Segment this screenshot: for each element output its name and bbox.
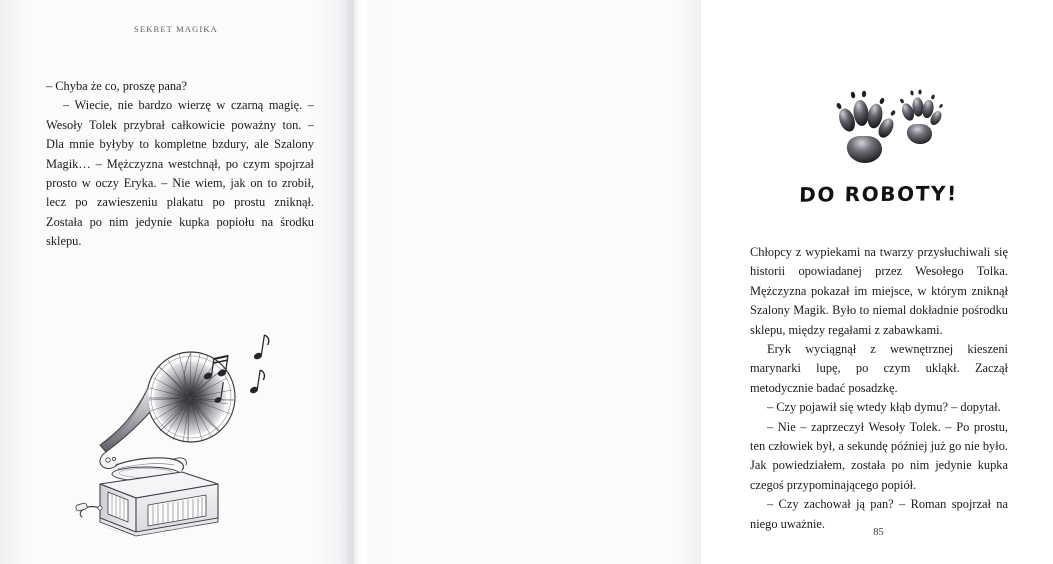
paragraph: – Czy zachował ją pan? – Roman spojrzał na niego uważnie. bbox=[750, 497, 1008, 531]
paragraph: – Wiecie, nie bardzo wierzę w czarną magię. – Wesoły Tolek przybrał całkowicie poważny ton. – Dla mnie byłyby to kompletne bzdury, ale Szalony Magik… – Mężczyzna westchnął, po czym spojrzał prosto w oczy Eryka. – Nie wiem, jak on to zrobił, lecz po zawieszeniu plakatu po prostu zniknął. Została po nim jedynie kupka popiołu na środku sklepu. bbox=[46, 98, 314, 249]
paragraph: – Chyba że co, proszę pana? bbox=[46, 79, 188, 93]
page-number: 85 bbox=[873, 527, 884, 538]
music-notes-icon bbox=[203, 335, 269, 404]
left-page bbox=[0, 0, 352, 564]
right-page bbox=[352, 0, 1008, 564]
running-head: SEKRET MAGIKA bbox=[134, 24, 218, 34]
paw-print-large bbox=[836, 91, 897, 163]
paragraph: – Czy pojawił się wtedy kłąb dymu? – dopytał. bbox=[767, 400, 1001, 415]
left-page-body bbox=[46, 77, 314, 252]
paw-print-small bbox=[899, 89, 943, 144]
paragraph: Chłopcy z wypiekami na twarzy przysłuchiwali się historii opowiadanej przez Wesołego Tolka. Mężczyzna pokazał im miejsce, w którym zniknął Szalony Magik. Było to niemal dokładnie pośrodku sklepu, między regałami z zabawkami. bbox=[750, 245, 1008, 337]
paragraph: – Nie – zaprzeczył Wesoły Tolek. – Po prostu, ten człowiek był, a sekundę później już go nie było. Jak powiedziałem, została po nim jedynie kupka czegoś przypominającego popiół. bbox=[750, 419, 1008, 492]
paragraph: Eryk wyciągnął z wewnętrznej kieszeni marynarki lupę, po czym ukląkł. Zaczął metodycznie badać posadzkę. bbox=[750, 342, 1008, 395]
gramophone-sketch-illustration bbox=[78, 328, 288, 513]
paw-prints-sketch-illustration bbox=[820, 78, 948, 170]
right-page-body bbox=[750, 243, 1008, 534]
chapter-title: DO ROBOTY! bbox=[798, 181, 959, 207]
